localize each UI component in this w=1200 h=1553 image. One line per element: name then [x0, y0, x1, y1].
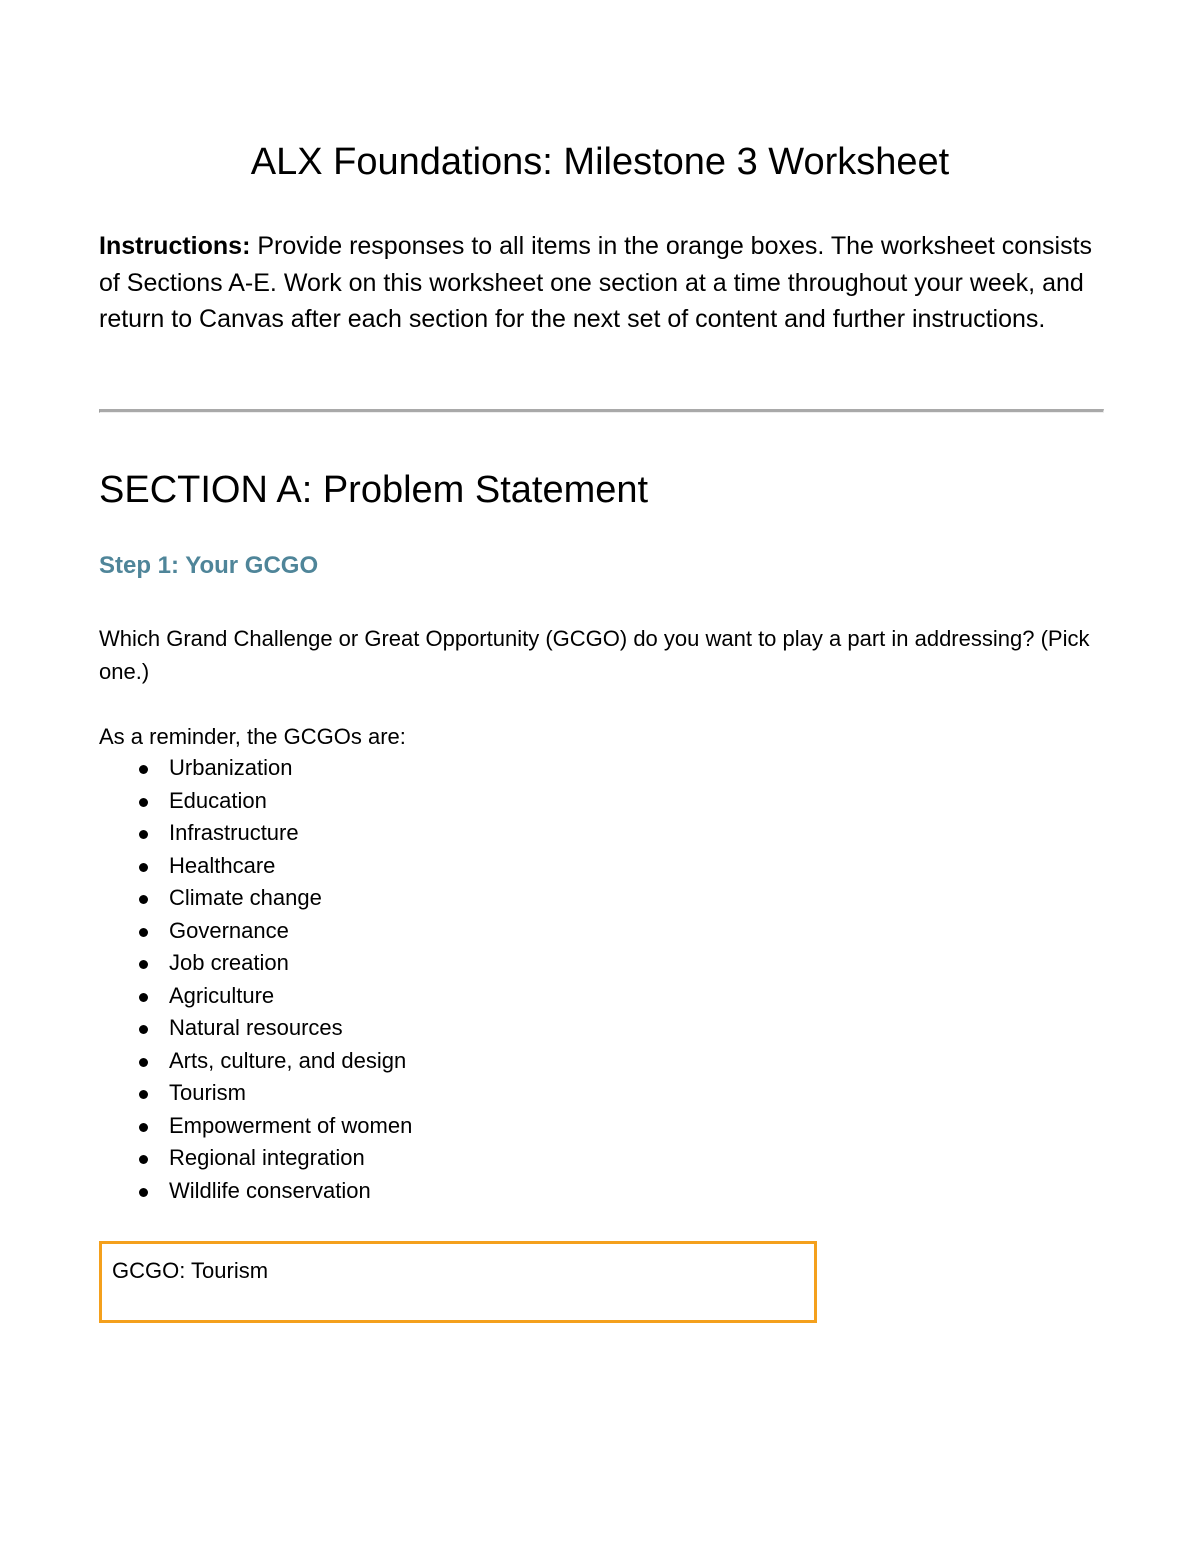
gcgo-item-label: Climate change [169, 885, 322, 910]
bullet-icon [139, 1025, 148, 1034]
gcgo-item-label: Education [169, 787, 267, 813]
list-item [99, 850, 412, 883]
list-item [99, 785, 412, 818]
list-item [99, 1077, 412, 1110]
gcgo-item-label: Job creation [169, 950, 289, 975]
gcgo-item-label: Agriculture [169, 982, 275, 1008]
bullet-icon [139, 765, 148, 774]
bullet-icon [139, 1188, 148, 1197]
page-title: ALX Foundations: Milestone 3 Worksheet [250, 141, 950, 183]
gcgo-answer-box[interactable] [99, 1241, 817, 1323]
gcgo-item-label: Wildlife conservation [169, 1177, 371, 1203]
horizontal-divider [99, 409, 1104, 413]
list-item [99, 947, 412, 980]
bullet-icon [139, 928, 148, 937]
bullet-icon [139, 863, 148, 872]
gcgo-item-label: Urbanization [169, 755, 293, 780]
list-item [99, 1110, 412, 1143]
list-item [99, 752, 412, 785]
bullet-icon [139, 895, 148, 904]
bullet-icon [139, 1058, 148, 1067]
bullet-icon [139, 1090, 148, 1099]
list-item [99, 1175, 412, 1208]
gcgo-list [99, 752, 412, 1207]
list-item [99, 915, 412, 948]
gcgo-item-label: Infrastructure [169, 820, 299, 845]
list-item [99, 1012, 412, 1045]
list-item [99, 1045, 412, 1078]
gcgo-reminder: As a reminder, the GCGOs are: [99, 724, 406, 749]
step-1-heading: Step 1: Your GCGO [99, 552, 319, 579]
gcgo-item-label: Healthcare [169, 852, 276, 878]
list-item [99, 882, 412, 915]
instructions-label: Instructions: [99, 232, 251, 260]
list-item [99, 980, 412, 1013]
bullet-icon [139, 830, 148, 839]
gcgo-item-label: Tourism [169, 1080, 247, 1105]
gcgo-item-label: Arts, culture, and design [169, 1047, 407, 1073]
bullet-icon [139, 993, 148, 1002]
instructions-text: Provide responses to all items in the orange boxes. The worksheet consists of Sections A-E. Work on this worksheet one section at a time throughout your week, and return to Canvas after each section for the next set of content and further instructions. [99, 232, 1093, 333]
bullet-icon [139, 798, 148, 807]
gcgo-item-label: Empowerment of women [169, 1112, 413, 1138]
list-item [99, 1142, 412, 1175]
instructions-paragraph [99, 228, 1109, 338]
gcgo-item-label: Natural resources [169, 1015, 343, 1040]
gcgo-question: Which Grand Challenge or Great Opportunity (GCGO) do you want to play a part in addressing? (Pick one.) [99, 626, 1090, 684]
gcgo-item-label: Regional integration [169, 1145, 365, 1170]
gcgo-item-label: Governance [169, 917, 289, 943]
bullet-icon [139, 1155, 148, 1164]
gcgo-answer-text: GCGO: Tourism [112, 1258, 269, 1283]
list-item [99, 817, 412, 850]
bullet-icon [139, 1123, 148, 1132]
bullet-icon [139, 960, 148, 969]
section-a-heading: SECTION A: Problem Statement [99, 469, 649, 511]
